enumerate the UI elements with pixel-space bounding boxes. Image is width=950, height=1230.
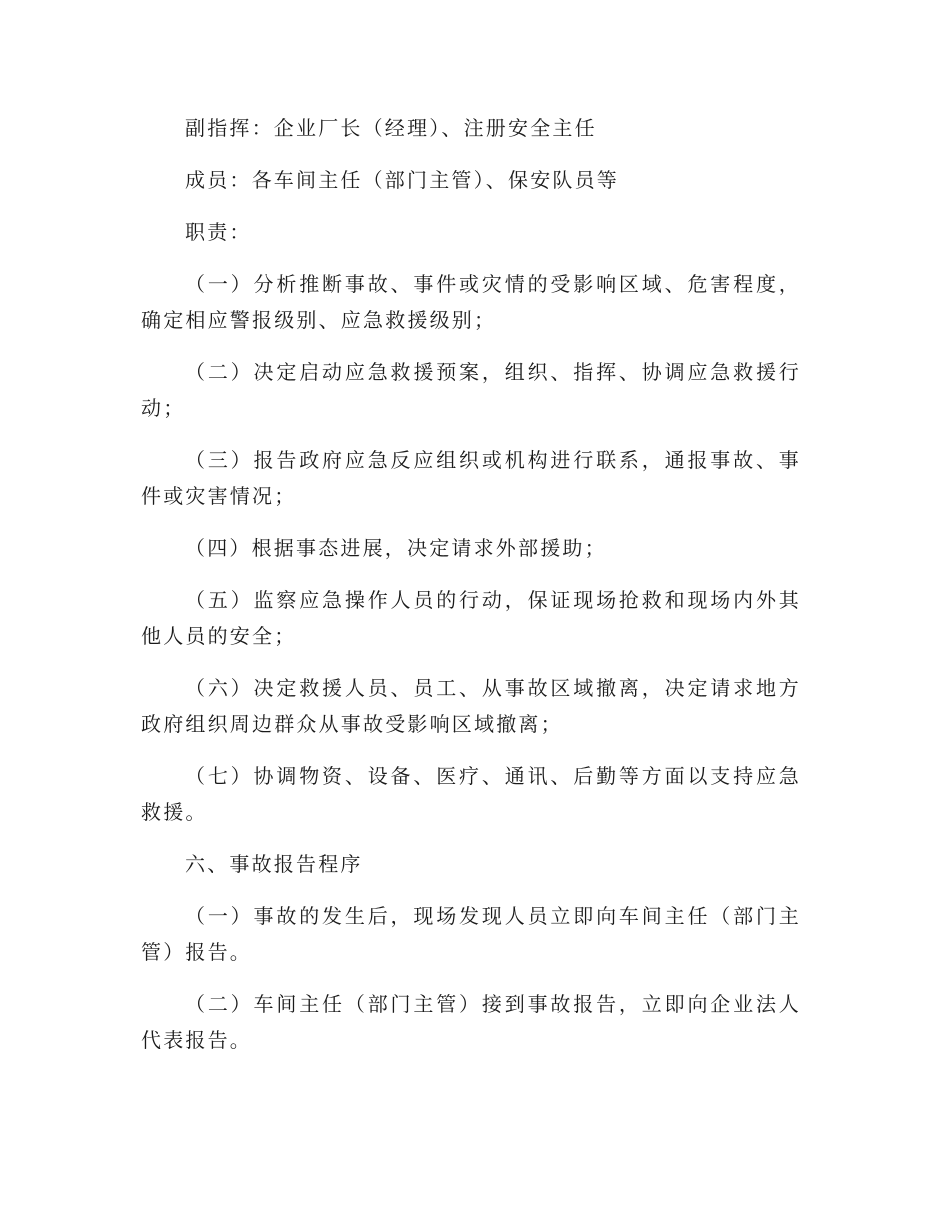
paragraph-duty-4: （四）根据事态进展，决定请求外部援助；: [185, 536, 607, 560]
paragraph-report-step-2: （二）车间主任（部门主管）接到事故报告，立即向企业法人代表报告。: [141, 992, 801, 1052]
paragraph-duty-1: （一）分析推断事故、事件或灾情的受影响区域、危害程度，确定相应警报级别、应急救援级别；: [141, 272, 801, 332]
paragraph-duty-2: （二）决定启动应急救援预案，组织、指挥、协调应急救援行动；: [141, 360, 801, 420]
paragraph-duty-5: （五）监察应急操作人员的行动，保证现场抢救和现场内外其他人员的安全；: [141, 588, 801, 648]
paragraph-deputy-commander: 副指挥：企业厂长（经理）、注册安全主任: [185, 116, 597, 140]
paragraph-duty-3: （三）报告政府应急反应组织或机构进行联系，通报事故、事件或灾害情况；: [141, 448, 801, 508]
paragraph-duties-heading: 职责：: [185, 220, 252, 244]
paragraph-duty-7: （七）协调物资、设备、医疗、通讯、后勤等方面以支持应急救援。: [141, 764, 801, 824]
paragraph-duty-6: （六）决定救援人员、员工、从事故区域撤离，决定请求地方政府组织周边群众从事故受影响区域撤离；: [141, 676, 801, 736]
document-body: [141, 110, 801, 1058]
paragraph-report-step-1: （一）事故的发生后，现场发现人员立即向车间主任（部门主管）报告。: [141, 904, 801, 964]
section-heading-accident-reporting: 六、事故报告程序: [185, 852, 363, 876]
paragraph-members: 成员：各车间主任（部门主管）、保安队员等: [185, 168, 619, 192]
